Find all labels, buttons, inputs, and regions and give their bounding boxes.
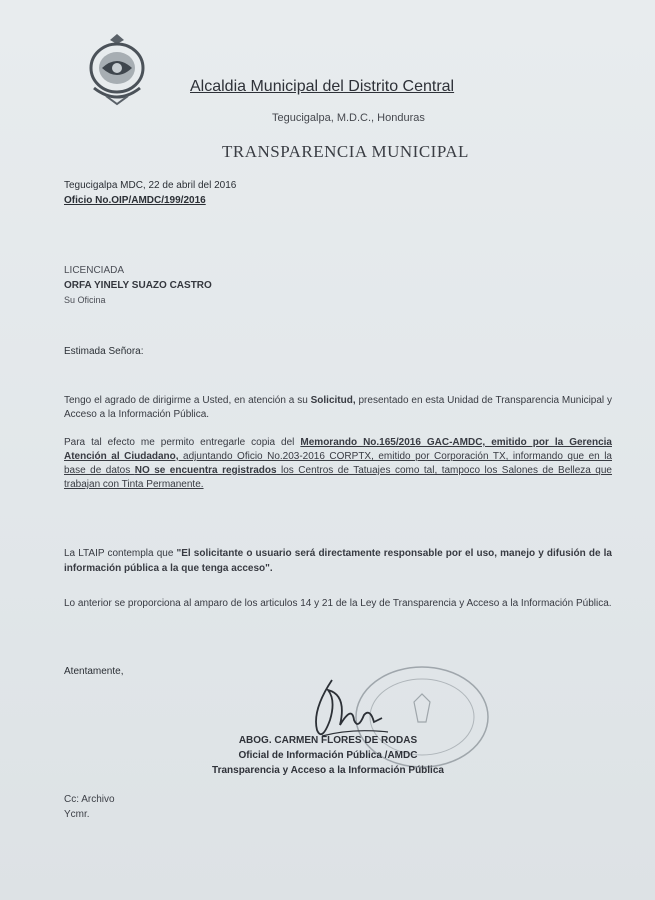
p2-text-d: NO se encuentra registrados	[134, 465, 277, 476]
greeting: Estimada Señora:	[64, 346, 144, 357]
signer-department: Transparencia y Acceso a la Información Pública	[212, 765, 444, 776]
recipient-office: Su Oficina	[64, 295, 106, 305]
date-line: Tegucigalpa MDC, 22 de abril del 2016	[64, 180, 237, 191]
paragraph-memorando	[64, 436, 612, 492]
p1-text-b: Solicitud,	[310, 395, 356, 406]
section-title: TRANSPARENCIA MUNICIPAL	[222, 142, 469, 161]
closing: Atentamente,	[64, 666, 124, 677]
municipal-crest-icon	[84, 32, 150, 108]
cc-line-2: Ycmr.	[64, 809, 90, 820]
institution-city: Tegucigalpa, M.D.C., Honduras	[272, 112, 425, 124]
signature-block	[188, 733, 468, 778]
p3-text-a: La LTAIP contempla que	[64, 548, 177, 559]
p2-text-b: Memorando No.165/2016 GAC-AMDC, emitido por la Gerencia Atención al Ciudadano,	[64, 437, 612, 462]
recipient-title: LICENCIADA	[64, 265, 125, 276]
copy-notice	[64, 792, 115, 822]
paragraph-articulos: Lo anterior se proporciona al amparo de los articulos 14 y 21 de la Ley de Transparencia y Acceso a la Información Pública.	[64, 598, 612, 609]
signer-name: ABOG. CARMEN FLORES DE RODAS	[238, 735, 418, 746]
cc-line-1: Cc: Archivo	[64, 794, 115, 805]
p1-text-c: presentado en esta Unidad de Transparencia Municipal y Acceso a la Información Pública.	[64, 395, 612, 420]
p2-text-a: Para tal efecto me permito entregarle copia del	[64, 437, 301, 448]
institution-title: Alcaldia Municipal del Distrito Central	[190, 78, 455, 95]
paragraph-ltaip	[64, 546, 612, 576]
oficio-number: Oficio No.OIP/AMDC/199/2016	[64, 195, 206, 206]
p1-text-a: Tengo el agrado de dirigirme a Usted, en atención a su	[64, 395, 311, 406]
recipient-name: ORFA YINELY SUAZO CASTRO	[64, 280, 212, 291]
p3-text-b: "El solicitante o usuario será directamente responsable por el uso, manejo y difusión de la información pública a la que tenga acceso".	[64, 548, 612, 574]
paragraph-solicitud	[64, 394, 612, 422]
p2-text-c: adjuntando Oficio No.203-2016 CORPTX, emitido por Corporación TX, informando que en la base de datos	[64, 451, 612, 476]
p2-text-e: los Centros de Tatuajes como tal, tampoco los Salones de Belleza que trabajan con Tinta Permanente.	[64, 465, 612, 490]
signer-role: Oficial de Información Pública /AMDC	[238, 750, 418, 761]
